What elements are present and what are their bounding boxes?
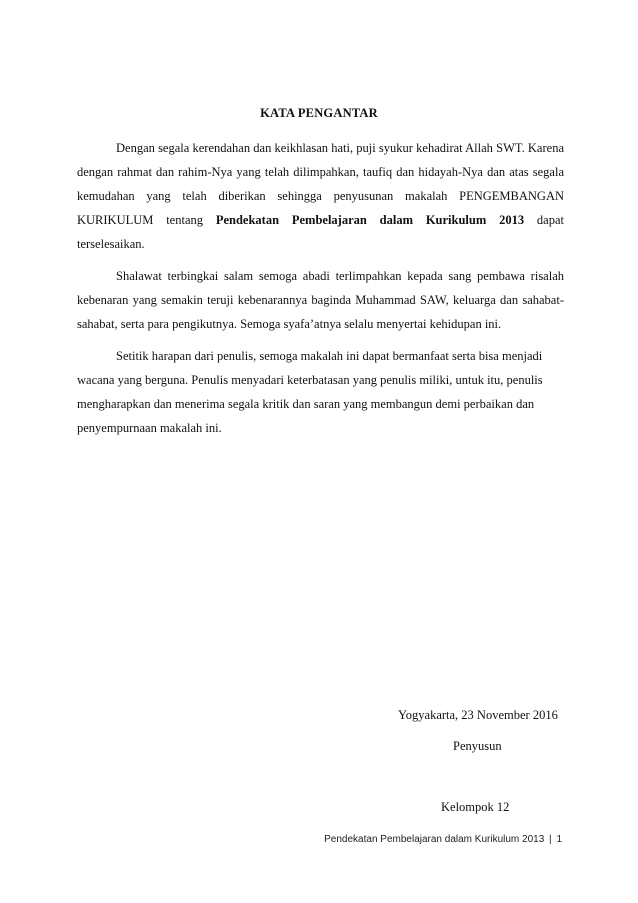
footer-separator: | [549,834,552,845]
author-role: Penyusun [453,739,502,753]
paragraph-2: Shalawat terbingkai salam semoga abadi terlimpahkan kepada sang pembawa risalah kebenaran yang semakin teruji kebenarannya baginda Muhammad SAW, keluarga dan sahabat-sahabat, serta para pengikutnya. Semoga syafa’atnya selalu menyertai kehidupan ini. [77,269,564,331]
page-title: KATA PENGANTAR [260,106,378,120]
page-footer [324,834,562,845]
place-date: Yogyakarta, 23 November 2016 [398,708,558,722]
paragraph-3: Setitik harapan dari penulis, semoga makalah ini dapat bermanfaat serta bisa menjadi wacana yang berguna. Penulis menyadari keterbatasan yang penulis miliki, untuk itu, penulis mengharapkan dan menerima segala kritik dan saran yang membangun demi perbaikan dan penyempurnaan makalah ini. [77,349,543,435]
paragraph-1-bold-title: Pendekatan Pembelajaran dalam Kurikulum 2013 [215,213,525,227]
author-group: Kelompok 12 [441,800,510,814]
footer-title: Pendekatan Pembelajaran dalam Kurikulum 2013 [324,834,545,845]
body-text [77,136,564,448]
paragraph-1-text-b: dapat terselesaikan. [77,213,564,251]
paragraph-1 [77,136,564,256]
paragraph-1-text-a: Dengan segala kerendahan dan keikhlasan hati, puji syukur kehadirat Allah SWT. Karena dengan rahmat dan rahim-Nya yang telah dilimpahkan, taufiq dan hidayah-Nya dan atas segala kemudahan yang telah diberikan sehingga penyusunan makalah PENGEMBANGAN KURIKULUM tentang [77,141,564,227]
page-number: 1 [556,834,562,845]
